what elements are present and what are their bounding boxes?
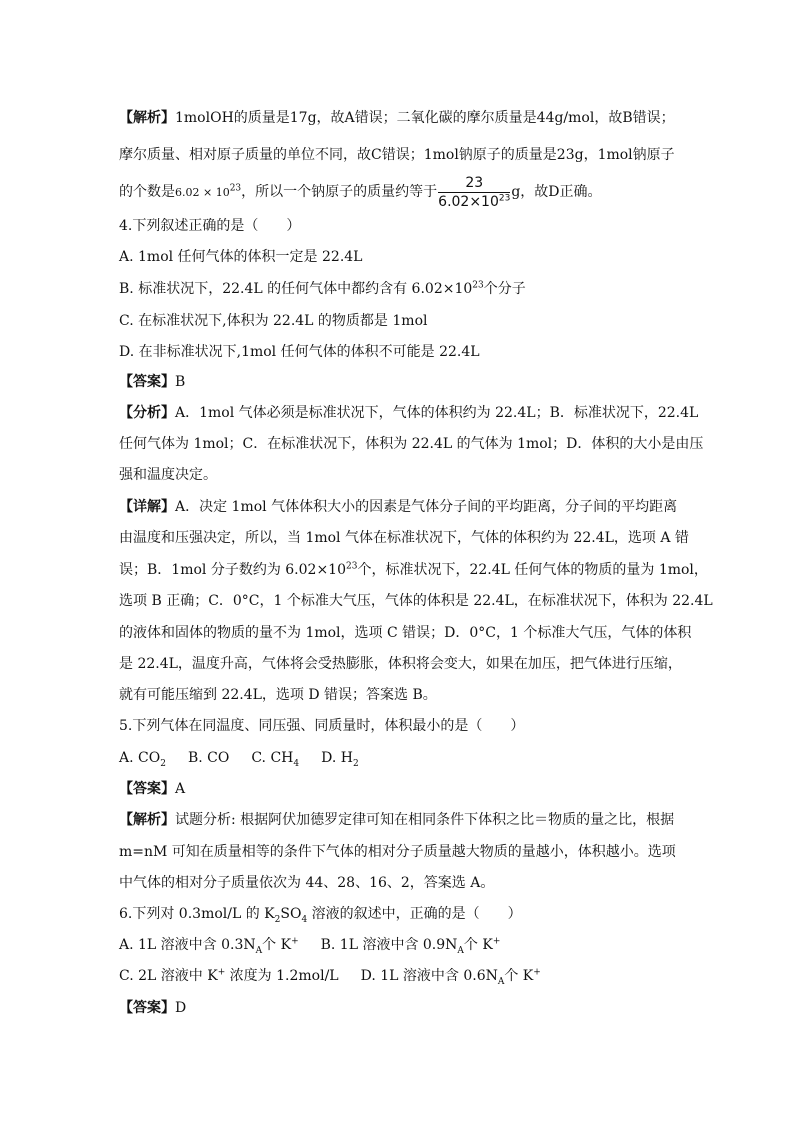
q4-option-b: B. 标准状况下，22.4L 的任何气体中都约含有 $6.02\times 10^{23}$个分子 — [119, 280, 526, 297]
q5-jiexi-line-1: 【解析】试题分析: 根据阿伏加德罗定律可知在相同条件下体积之比＝物质的量之比，根据 — [119, 812, 675, 828]
q5-option-d: D. $H_2$ — [321, 750, 359, 769]
q4-fenxi-line-2: 任何气体为 1mol；C．在标准状况下，体积为 22.4L 的气体为 1mol；D．体积的大小是由压 — [119, 436, 704, 452]
q4-answer: 【答案】B — [119, 374, 186, 390]
q4-fenxi-line-1: 【分析】A．1mol 气体必须是标准状况下，气体的体积约为 22.4L；B．标准状况下，22.4L — [119, 405, 699, 421]
q4-stem: 4.下列叙述正确的是（ ） — [119, 218, 301, 234]
q5-jiexi-line-3: 中气体的相对分子质量依次为 44、28、16、2，答案选 A。 — [119, 875, 495, 891]
fraction: $\frac{23}{6.02\times 10^{23}}$ — [438, 174, 511, 210]
q6-option-a: A. 1L 溶液中含 $0.3N_A$个 K+ — [119, 936, 299, 956]
q5-stem: 5.下列气体在同温度、同压强、同质量时，体积最小的是（ ） — [119, 718, 525, 734]
q4-option-c: C. 在标准状况下,体积为 22.4L 的物质都是 1mol — [119, 313, 428, 329]
q6-option-c: C. 2L 溶液中 K+ 浓度为 1.2mol/L — [119, 967, 339, 984]
q6-option-d: D. 1L 溶液中含 $0.6N_A$个 K+ — [360, 967, 541, 987]
q5-option-b: B. CO — [187, 750, 230, 766]
q3-analysis-line-3: 的个数是$6.02 \times 10^{23}$，所以一个钠原子的质量约等于 $\frac{23}{6.02\times 10^{23}}$ g，故D正确。 — [119, 174, 602, 210]
q4-fenxi-line-3: 强和温度决定。 — [119, 467, 217, 483]
q4-xiangjie-line-4: 选项 B 正确；C．0°C，1 个标准大气压，气体的体积是 22.4L，在标准状况下，体积为 22.4L — [119, 593, 713, 609]
q4-option-d: D. 在非标准状况下,1mol 任何气体的体积不可能是 22.4L — [119, 344, 480, 360]
q4-xiangjie-line-2: 由温度和压强决定，所以，当 1mol 气体在标准状况下，气体的体积约为 22.4L，选项 A 错 — [119, 530, 689, 546]
q4-xiangjie-line-6: 是 22.4L，温度升高，气体将会受热膨胀，体积将会变大，如果在加压，把气体进行压缩， — [119, 656, 682, 672]
analysis-tag: 【解析】 — [119, 110, 175, 126]
q4-xiangjie-line-5: 的液体和固体的物质的量不为 1mol，选项 C 错误；D．0°C，1 个标准大气压，气体的体积 — [119, 625, 692, 641]
q5-option-a: A. $CO_2$ — [119, 750, 166, 769]
q5-answer: 【答案】A — [119, 781, 186, 797]
q4-xiangjie-line-7: 就有可能压缩到 22.4L，选项 D 错误；答案选 B。 — [119, 687, 437, 703]
q4-xiangjie-line-3: 误；B．1mol 分子数约为 $6.02\times 10^{23}$个，标准状况下，22.4L 任何气体的物质的量为 1mol， — [119, 561, 708, 578]
q6-answer: 【答案】D — [119, 1000, 187, 1016]
q5-option-c: C. $CH_4$ — [251, 750, 300, 769]
q6-options-row-1 — [119, 935, 500, 955]
q3-analysis-line-2: 摩尔质量、相对原子质量的单位不同，故C错误；1mol钠原子的质量是23g，1mol钠原子 — [119, 147, 675, 163]
q5-jiexi-line-2: m=nM 可知在质量相等的条件下气体的相对分子质量越大物质的量越小，体积越小。选项 — [119, 844, 676, 860]
q6-option-b: B. 1L 溶液中含 $0.9N_A$个 K+ — [320, 936, 501, 956]
q6-options-row-2 — [119, 966, 541, 986]
q6-stem: 6.下列对 0.3mol/L 的 $K_2SO_4$ 溶液的叙述中，正确的是（ ） — [119, 906, 522, 925]
q5-options — [119, 748, 359, 768]
q4-xiangjie-line-1: 【详解】A．决定 1mol 气体体积大小的因素是气体分子间的平均距离，分子间的平均距离 — [119, 499, 678, 515]
q4-option-a: A. 1mol 任何气体的体积一定是 22.4L — [119, 249, 363, 265]
q3-analysis-line-1: 【解析】1molOH的质量是17g，故A错误；二氧化碳的摩尔质量是44g/mol，故B错误； — [119, 110, 675, 126]
